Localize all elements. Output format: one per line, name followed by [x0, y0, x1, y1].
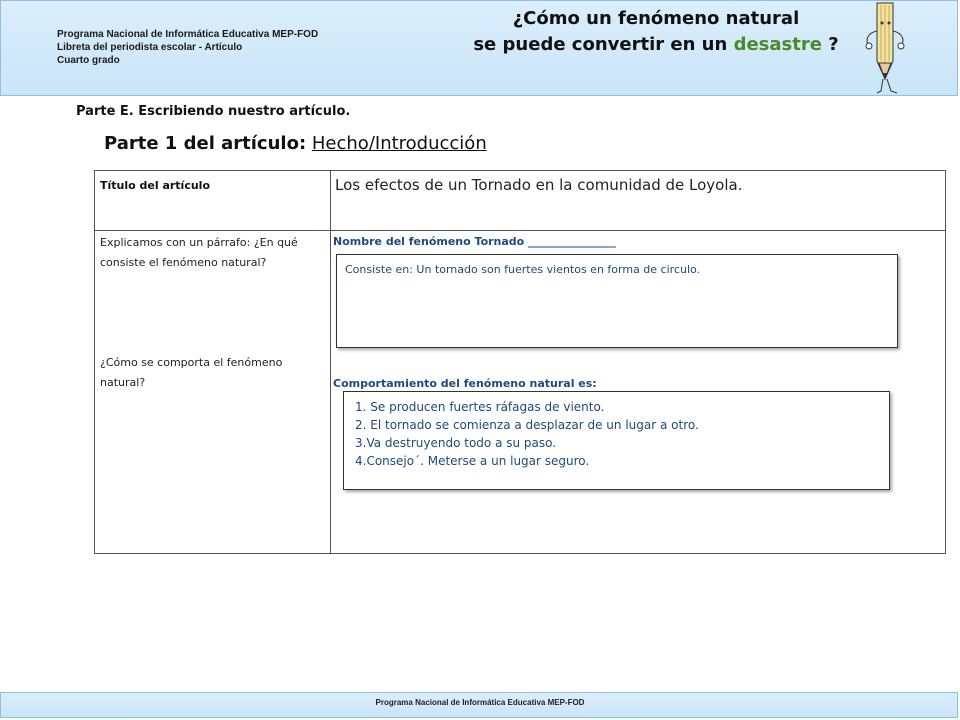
footer-text: Programa Nacional de Informática Educativa MEP-FOD [375, 698, 585, 707]
column-divider [330, 171, 331, 553]
title-prefix: se puede convertir en un [473, 34, 734, 55]
article-title-label: Título del artículo [100, 179, 211, 192]
program-name: Programa Nacional de Informática Educativa MEP-FOD [57, 29, 319, 40]
phenomenon-name-label: Nombre del fenómeno Tornado ________________ [333, 235, 617, 248]
question-what-is: Explicamos con un párrafo: ¿En qué consiste el fenómeno natural? [100, 236, 298, 269]
consists-answer-box [336, 254, 898, 348]
footer-band [0, 692, 958, 718]
notebook-name: Libreta del periodista escolar - Artículo [57, 42, 243, 53]
title-line-1: ¿Cómo un fenómeno natural [512, 8, 800, 29]
part-1-topic: Hecho/Introducción [311, 133, 487, 154]
part-1-label: Parte 1 del artículo: [104, 133, 307, 154]
header-band [0, 0, 958, 96]
grade-level: Cuarto grado [57, 55, 120, 66]
pencil-mascot-icon [859, 1, 919, 96]
behavior-item: 4.Consejo´. Meterse a un lugar seguro. [355, 454, 590, 468]
row-divider [95, 230, 945, 231]
page-title [421, 6, 891, 58]
section-heading-part-1 [104, 133, 487, 154]
title-line-2 [421, 32, 891, 58]
program-info [57, 28, 318, 67]
section-heading-part-e: Parte E. Escribiendo nuestro artículo. [76, 104, 351, 119]
consists-answer-text: Consiste en: Un tornado son fuertes vientos en forma de circulo. [345, 263, 701, 276]
article-title-value: Los efectos de un Tornado en la comunidad de Loyola. [335, 176, 743, 194]
behavior-answer-box [343, 391, 890, 490]
question-behavior: ¿Cómo se comporta el fenómeno natural? [100, 356, 283, 389]
article-table [94, 170, 946, 554]
behavior-item: 3.Va destruyendo todo a su paso. [355, 436, 557, 450]
behavior-item: 1. Se producen fuertes ráfagas de viento. [355, 400, 605, 414]
behavior-label: Comportamiento del fenómeno natural es: [333, 377, 597, 390]
title-accent-word: desastre [733, 34, 822, 55]
behavior-item: 2. El tornado se comienza a desplazar de un lugar a otro. [355, 418, 699, 432]
title-suffix: ? [821, 34, 839, 55]
